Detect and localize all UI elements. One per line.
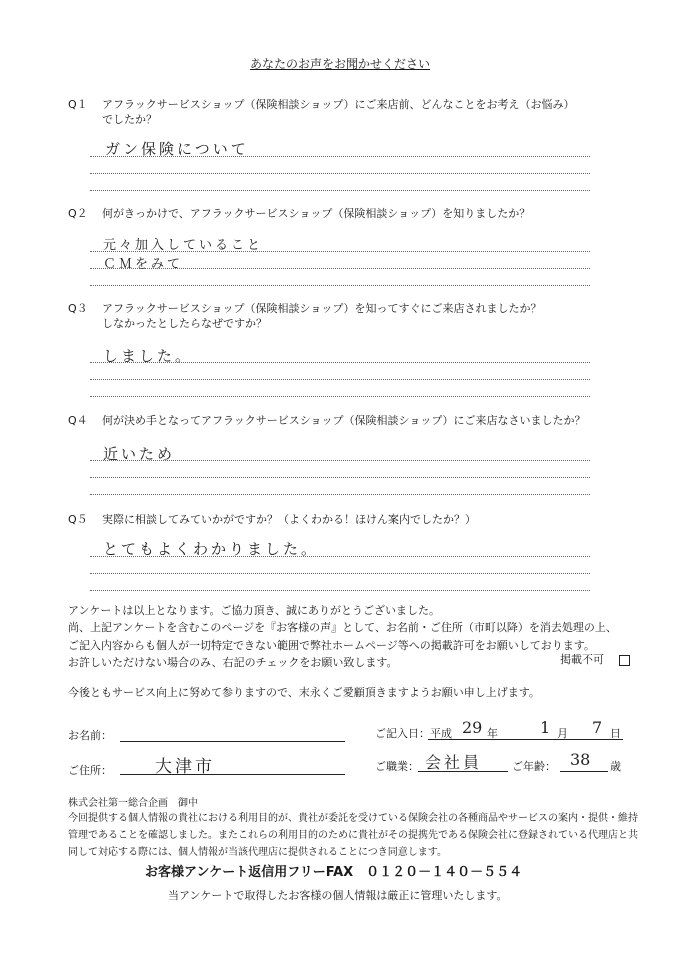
age-unit: 歳 [610,760,621,773]
answer-line [90,573,590,574]
era-label: 平成 [430,727,452,740]
answer-line [90,396,590,397]
month-value[interactable]: 1 [540,718,551,737]
privacy-line: 今回提供する個人情報の貴社における利用目的が、貴社が委託を受けている保険会社の各種商品やサービスの案内・提供・維持 [68,813,638,824]
answer-text[interactable]: しました。 [103,347,194,365]
answer-text[interactable]: とてもよくわかりました。 [103,540,320,558]
question-text: でしたか？ [102,113,157,126]
answer-text[interactable]: 元々加入していること [103,238,264,253]
notice-line: お許しいただけない場合のみ、右記のチェックをお願い致します。 [68,656,398,669]
answer-line [90,251,590,252]
answer-line [90,460,590,461]
day-unit: 日 [610,727,621,740]
question-text: 何が決め手となってアフラックサービスショップ（保険相談ショップ）にご来店なさいましたか？ [102,414,586,427]
question-text: 何がきっかけで、アフラックサービスショップ（保険相談ショップ）を知りましたか？ [102,207,531,220]
question-text: アフラックサービスショップ（保険相談ショップ）を知ってすぐにご来店されましたか？ [102,302,542,315]
name-field[interactable] [120,741,345,742]
name-label: お名前： [68,729,112,742]
privacy-line: 管理であることを確認しました。またこれらの利用目的のために貴社がその提携先である保険会社に登録されている代理店と共 [68,830,638,841]
age-label: ご年齢： [512,760,556,773]
no-publish-label: 掲載不可 [560,653,604,666]
answer-line [90,590,590,591]
notice-line: ご記入内容からも個人が一切特定できない範囲で弊社ホームページ等への掲載許可をお願いしております。 [68,639,595,652]
answer-line [90,268,590,269]
question-text: 実際に相談してみていかがですか？（よくわかる！ほけん案内でしたか？） [102,513,476,526]
privacy-line: 同して対応する際には、個人情報が当該代理店に提供されることにつき同意します。 [68,847,447,858]
question-text: アフラックサービスショップ（保険相談ショップ）にご来店前、どんなことをお考え（お悩み） [102,98,575,111]
job-field [418,771,508,772]
answer-line [90,556,590,557]
address-value[interactable]: 大津市 [155,757,215,777]
answer-line [90,285,590,286]
year-value[interactable]: 29 [462,718,483,737]
answer-text[interactable]: 近いため [103,445,176,463]
page-title: あなたのお声をお聞かせください [250,57,431,71]
answer-line [90,379,590,380]
question-text: しなかったとしたらなぜですか？ [102,317,267,330]
date-label: ご記入日： [375,727,430,740]
answer-line [90,362,590,363]
addressee: 株式会社第一総合企画 御中 [68,798,198,809]
address-label: ご住所： [68,764,112,777]
answer-line [90,156,590,157]
question-number: Q５ [68,513,88,526]
answer-text[interactable]: ＣＭをみて [103,257,184,272]
question-number: Q３ [68,302,88,315]
closing-text: 今後ともサービス向上に努めて参りますので、末永くご愛顧頂きますようお願い申し上げます。 [68,686,540,699]
answer-line [90,477,590,478]
answer-line [90,173,590,174]
age-field [560,771,608,772]
year-unit: 年 [487,727,498,740]
address-field [120,774,345,775]
fax-number: お客様アンケート返信用フリーFAX ０１２０－１４０－５５４ [145,865,523,880]
answer-line [90,190,590,191]
month-unit: 月 [557,727,568,740]
question-number: Q２ [68,207,88,220]
answer-text[interactable]: ガン保険について [105,140,249,158]
day-value[interactable]: 7 [592,718,603,737]
answer-line [90,494,590,495]
notice-line: アンケートは以上となります。ご協力頂き、誠にありがとうございました。 [68,604,441,617]
job-label: ご職業： [375,760,419,773]
no-publish-checkbox[interactable] [619,655,630,666]
job-value[interactable]: 会社員 [425,753,483,772]
notice-line: 尚、上記アンケートを含むこのページを『お客様の声』として、お名前・ご住所（市町以降）を消去処理の上、 [68,621,617,634]
age-value[interactable]: 38 [570,750,591,769]
question-number: Q１ [68,98,88,111]
privacy-policy: 当アンケートで取得したお客様の個人情報は厳正に管理いたします。 [168,889,508,902]
date-field [428,739,623,740]
question-number: Q４ [68,414,88,427]
